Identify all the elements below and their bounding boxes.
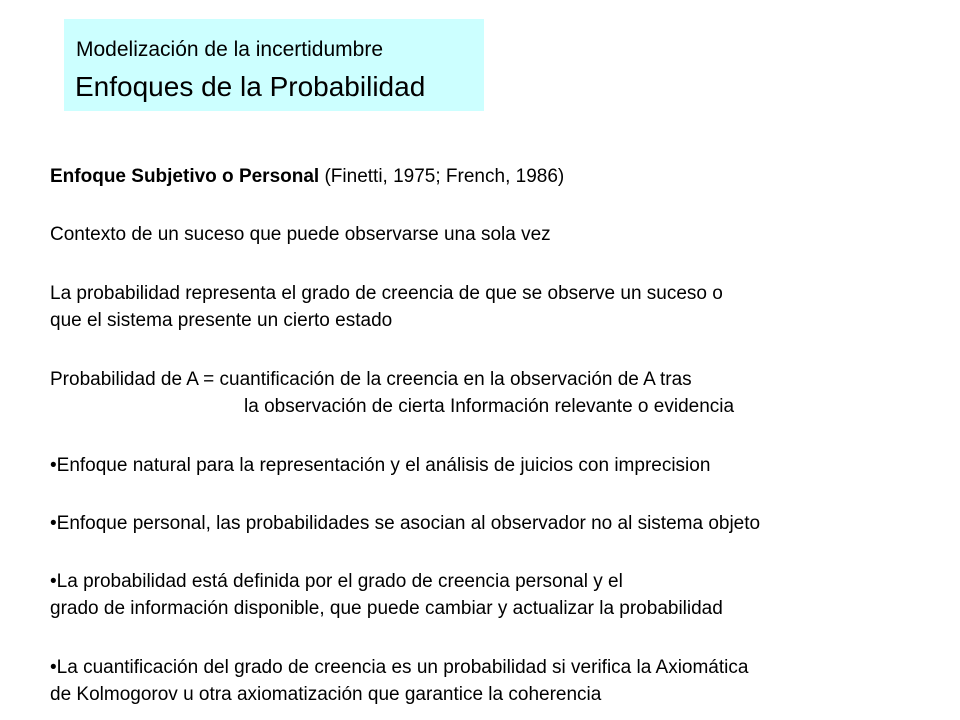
- bullet-4-line-2: de Kolmogorov u otra axiomatización que garantice la coherencia: [50, 684, 602, 705]
- slide-title: Enfoques de la Probabilidad: [75, 71, 426, 102]
- context-text: Contexto de un suceso que puede observarse una sola vez: [50, 224, 551, 245]
- definition-line-2: que el sistema presente un cierto estado: [50, 310, 393, 331]
- section-heading: [50, 163, 564, 190]
- probability-line-1: Probabilidad de A = cuantificación de la creencia en la observación de A tras: [50, 369, 692, 390]
- section-heading-bold: Enfoque Subjetivo o Personal: [50, 166, 320, 187]
- bullet-1: •Enfoque natural para la representación y el análisis de juicios con imprecision: [50, 455, 711, 476]
- section-heading-citation: (Finetti, 1975; French, 1986): [319, 166, 565, 187]
- slide-subtitle: Modelización de la incertidumbre: [76, 38, 383, 61]
- bullet-4-line-1: •La cuantificación del grado de creencia es un probabilidad si verifica la Axiomática: [50, 657, 749, 678]
- bullet-2: •Enfoque personal, las probabilidades se asocian al observador no al sistema objeto: [50, 513, 761, 534]
- title-box: [64, 19, 484, 111]
- bullet-3-line-1: •La probabilidad está definida por el grado de creencia personal y el: [50, 571, 623, 592]
- definition-line-1: La probabilidad representa el grado de creencia de que se observe un suceso o: [50, 283, 723, 304]
- probability-line-2: la observación de cierta Información relevante o evidencia: [244, 396, 735, 417]
- bullet-3-line-2: grado de información disponible, que puede cambiar y actualizar la probabilidad: [50, 598, 723, 619]
